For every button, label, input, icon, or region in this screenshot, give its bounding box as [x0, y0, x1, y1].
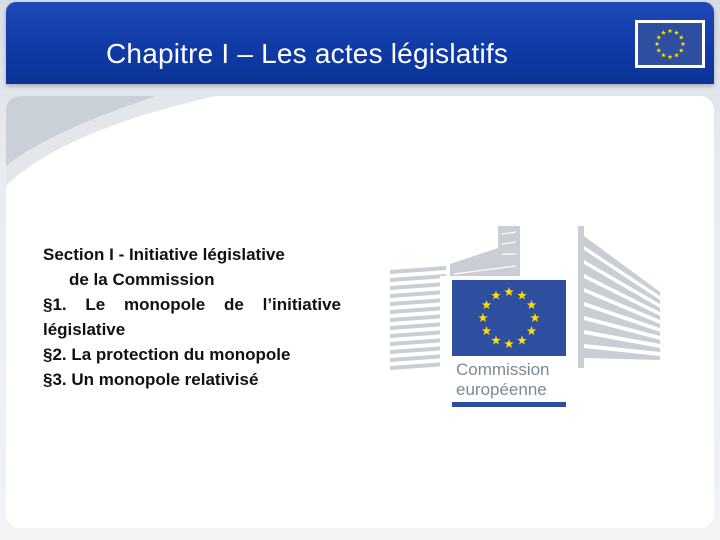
page-title: Chapitre I – Les actes législatifs — [106, 38, 509, 69]
section-outline — [43, 242, 341, 392]
outline-line: de la Commission — [69, 270, 215, 289]
logo-line-europeenne: européenne — [456, 380, 547, 399]
commission-logo — [390, 226, 670, 416]
eu-flag-icon — [635, 20, 705, 68]
outline-line: §3. Un monopole relativisé — [43, 370, 259, 389]
decorative-swoosh — [6, 96, 714, 196]
outline-line: §1. Le monopole de l’initiative législative — [43, 295, 341, 339]
outline-line: Section I - Initiative législative — [43, 245, 285, 264]
title-bar — [6, 2, 714, 84]
content-panel — [6, 96, 714, 528]
outline-line: §2. La protection du monopole — [43, 345, 291, 364]
logo-line-commission: Commission — [456, 360, 550, 379]
